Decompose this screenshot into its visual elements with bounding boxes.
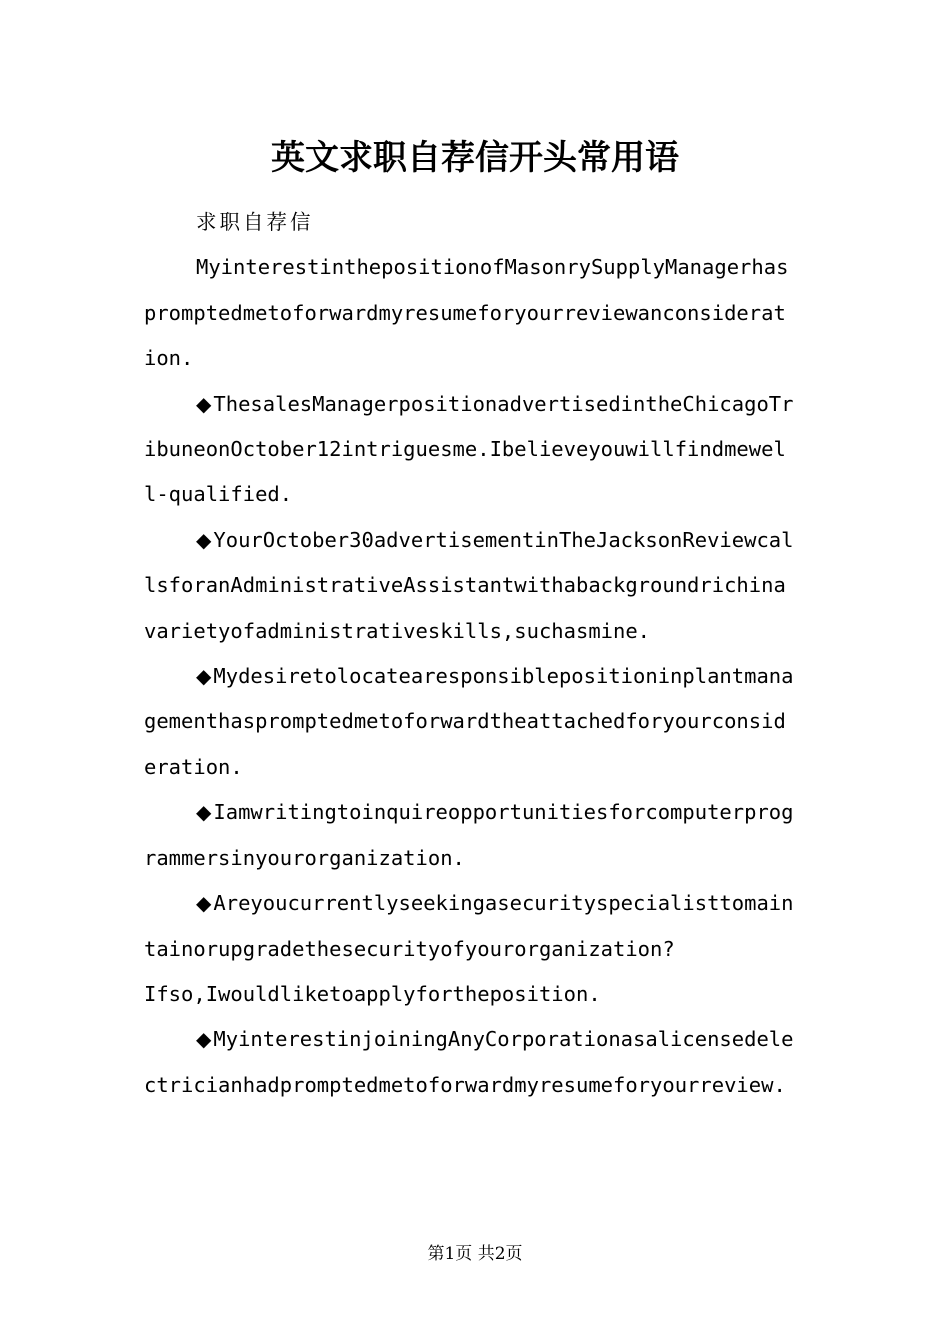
intro-paragraph: MyinterestinthepositionofMasonrySupplyManagerhaspromptedmetoforwardmyresumeforyourreviewanconsideration. [144,255,789,371]
bullet-text: YourOctober30advertisementinTheJacksonReviewcallsforanAdministrativeAssistantwithabackgroundrichinavarietyofadministrativeskills,suchasmine. [144,527,794,643]
bullet-text: Areyoucurrentlyseekingasecurityspecialisttomaintainorupgradethesecurityofyourorganization? Ifso,Iwouldliketoapplyfortheposition. [144,891,794,1006]
bullet-paragraph [144,654,796,790]
page-number-footer: 第1页 共2页 [427,1244,523,1264]
bullet-paragraph [144,1017,796,1108]
bullet-text: ThesalesManagerpositionadvertisedintheChicagoTribuneonOctober12intriguesme.Ibelieveyouwillfindmewell-qualified. [144,391,794,507]
diamond-bullet-icon: ◆ [196,527,212,552]
document-title: 英文求职自荐信开头常用语 [271,138,679,178]
bullet-paragraph [144,382,796,518]
document-body [144,200,796,1108]
bullet-text: Iamwritingtoinquireopportunitiesforcomputerprogrammersinyourorganization. [144,800,794,870]
bullet-paragraph [144,518,796,654]
diamond-bullet-icon: ◆ [196,1027,212,1052]
bullet-text: MyinterestinjoiningAnyCorporationasalicensedelectricianhadpromptedmetoforwardmyresumeforyourreview. [144,1027,794,1097]
subheading: 求职自荐信 [196,210,314,234]
bullet-paragraph [144,881,796,1017]
diamond-bullet-icon: ◆ [196,664,212,689]
bullet-paragraph [144,790,796,881]
diamond-bullet-icon: ◆ [196,391,212,416]
diamond-bullet-icon: ◆ [196,800,212,825]
bullet-text: Mydesiretolocatearesponsiblepositioninplantmanagementhaspromptedmetoforwardtheattachedforyourconsideration. [144,664,794,779]
diamond-bullet-icon: ◆ [196,891,212,916]
